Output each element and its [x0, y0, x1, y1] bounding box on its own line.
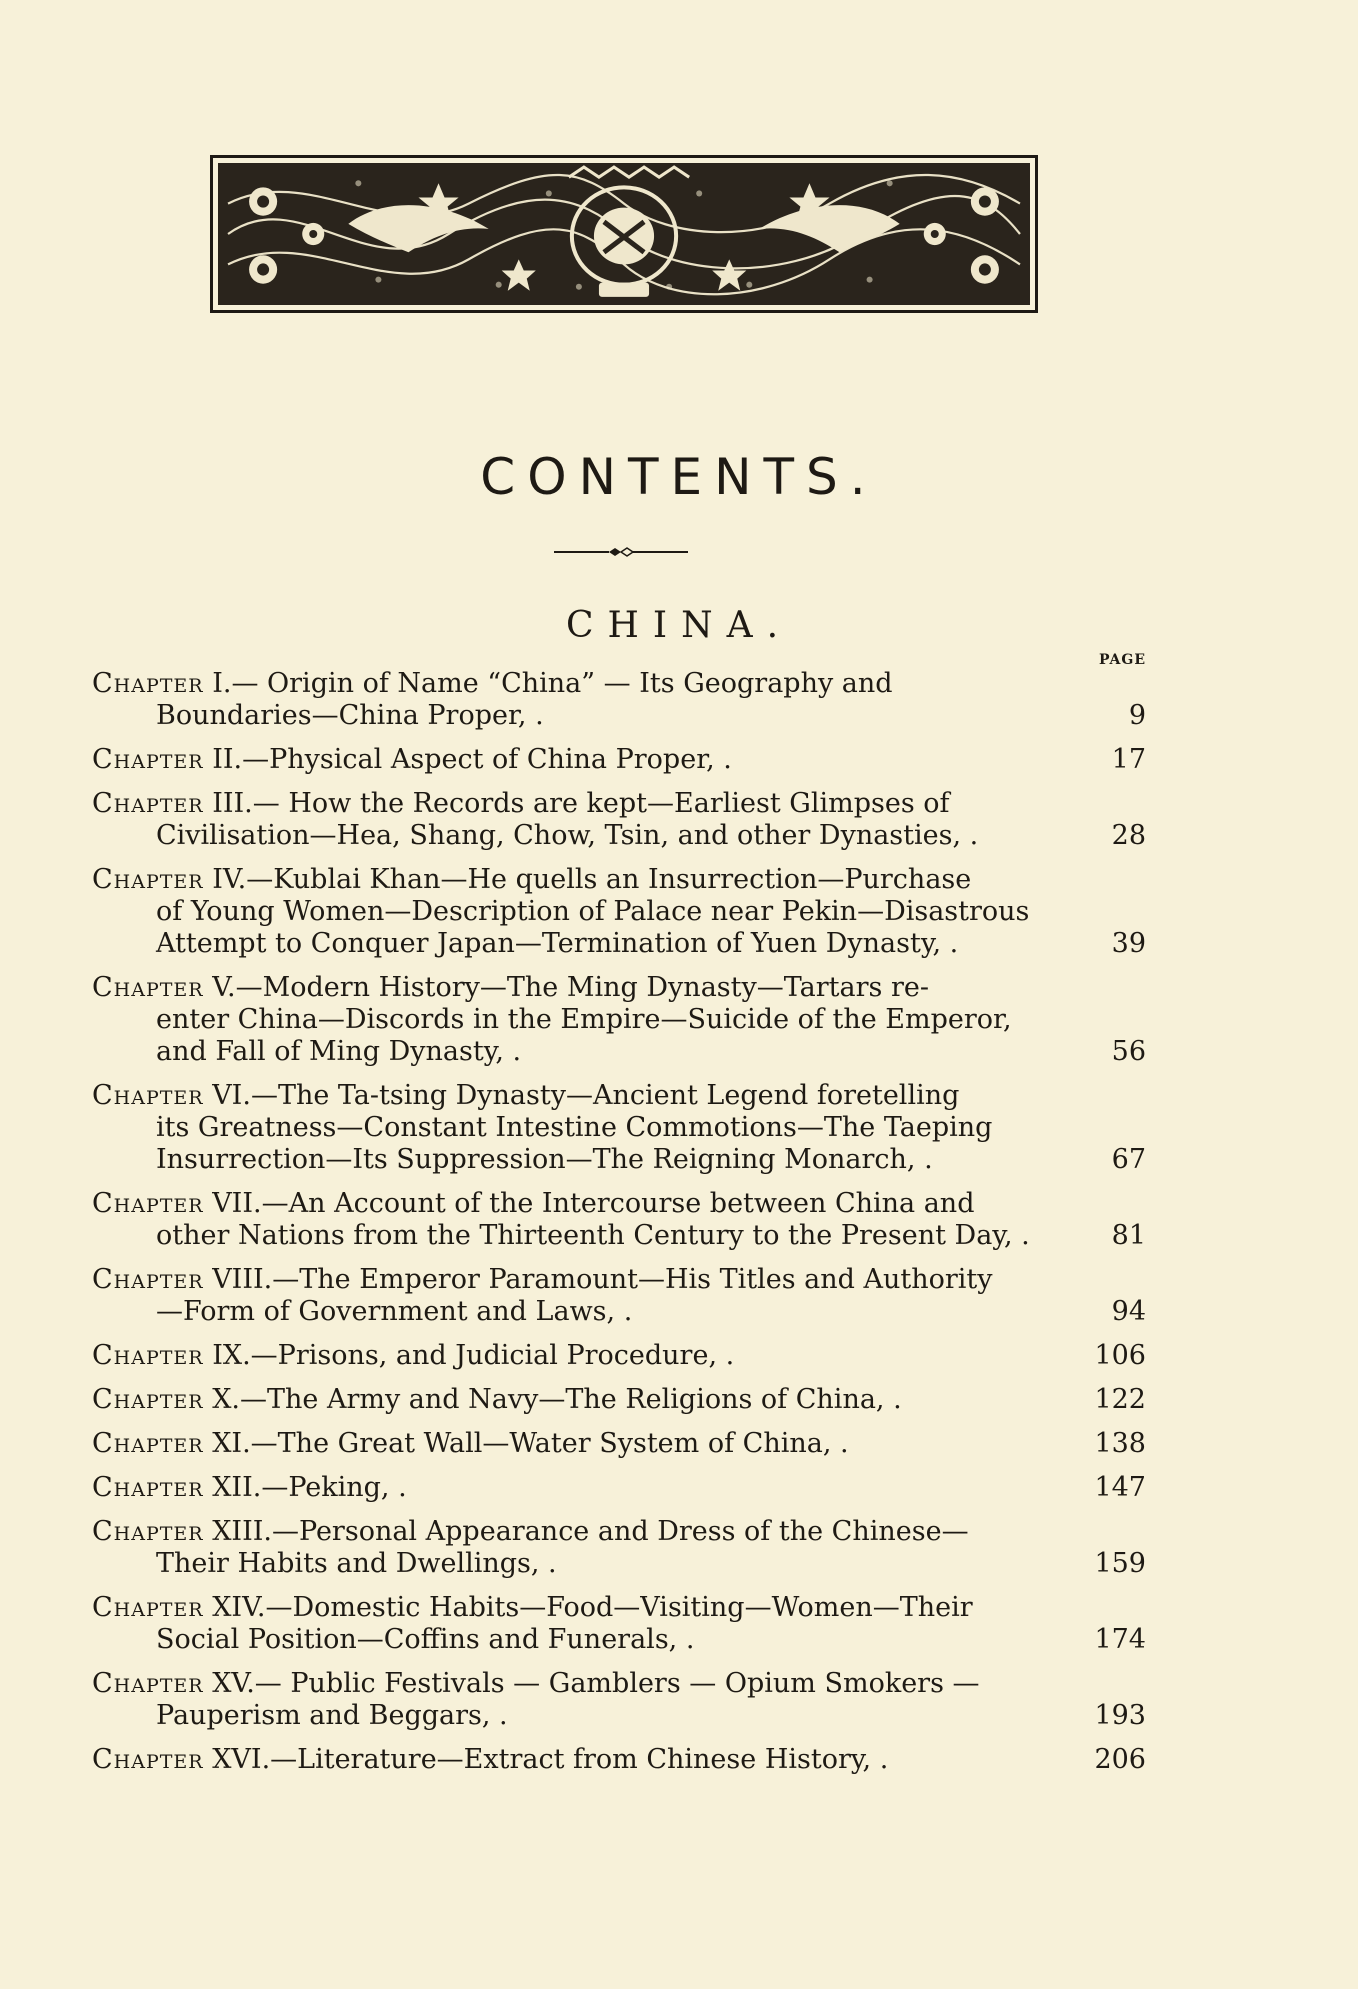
chapter-description: —The Emperor Paramount—His Titles and Authority	[272, 1264, 993, 1295]
toc-entry-line	[92, 744, 1082, 776]
page-number: 67	[1111, 1144, 1146, 1175]
page-number: 159	[1094, 1548, 1146, 1579]
dot-leader: .	[677, 1624, 695, 1655]
toc-entry-text	[92, 1744, 1082, 1776]
chapter-label: Chapter	[92, 972, 204, 1003]
page-number: 9	[1128, 700, 1146, 731]
toc-entry	[92, 1188, 1146, 1252]
toc-entry-text	[92, 1264, 1082, 1328]
page-title: CONTENTS.	[480, 448, 878, 506]
dot-leader: .	[884, 1384, 902, 1415]
dot-leader: .	[1012, 1220, 1030, 1251]
chapter-number: XI.	[212, 1428, 251, 1459]
chapter-number: VIII.	[212, 1264, 273, 1295]
toc-entry	[92, 668, 1146, 732]
dot-leader: .	[717, 1340, 735, 1371]
chapter-number: XVI.	[212, 1744, 271, 1775]
chapter-label: Chapter	[92, 864, 204, 895]
chapter-label: Chapter	[92, 1472, 204, 1503]
toc-entry-line	[92, 668, 1082, 700]
chapter-label: Chapter	[92, 1668, 204, 1699]
chapter-label: Chapter	[92, 1340, 204, 1371]
chapter-label: Chapter	[92, 788, 204, 819]
page-number: 206	[1094, 1744, 1146, 1775]
dot-leader: .	[941, 928, 959, 959]
chapter-number: IX.	[212, 1340, 251, 1371]
chapter-number: VI.	[212, 1080, 251, 1111]
chapter-description: Attempt to Conquer Japan—Termination of Yuen Dynasty,	[156, 928, 942, 959]
chapter-label: Chapter	[92, 1188, 204, 1219]
dot-leader: .	[615, 1296, 633, 1327]
headpiece-birds-flowers-icon	[218, 163, 1030, 305]
chapter-description: Civilisation—Hea, Shang, Chow, Tsin, and other Dynasties,	[156, 820, 962, 851]
toc-entry-text	[92, 1384, 1082, 1416]
page-number: 122	[1094, 1384, 1146, 1415]
toc-entry-text	[92, 788, 1082, 852]
chapter-number: III.	[212, 788, 253, 819]
dot-leader: .	[526, 700, 544, 731]
chapter-number: II.	[212, 744, 243, 775]
chapter-number: XIV.	[212, 1592, 266, 1623]
chapter-description: —Modern History—The Ming Dynasty—Tartars re-	[235, 972, 929, 1003]
toc-entry-line	[92, 928, 1082, 960]
toc-entry-line	[92, 1220, 1082, 1252]
dot-leader: .	[490, 1700, 508, 1731]
toc-entry-line	[92, 1004, 1082, 1036]
chapter-description: Social Position—Coffins and Funerals,	[156, 1624, 678, 1655]
chapter-number: VII.	[212, 1188, 262, 1219]
chapter-number: XII.	[212, 1472, 262, 1503]
page-number: 94	[1111, 1296, 1146, 1327]
toc-entry	[92, 788, 1146, 852]
chapter-description: —An Account of the Intercourse between China and	[261, 1188, 975, 1219]
chapter-number: XV.	[212, 1668, 255, 1699]
chapter-label: Chapter	[92, 1080, 204, 1111]
toc-entry-text	[92, 668, 1082, 732]
toc-entry-line	[92, 972, 1082, 1004]
page-number: 174	[1094, 1624, 1146, 1655]
dot-leader: .	[503, 1036, 522, 1067]
toc-entry-text	[92, 1472, 1082, 1504]
toc-entry	[92, 864, 1146, 960]
dot-leader: .	[714, 744, 732, 775]
toc-entry	[92, 1668, 1146, 1732]
page-number: 39	[1111, 928, 1146, 959]
toc-entry-line	[92, 1428, 1082, 1460]
toc-entry-text	[92, 1080, 1082, 1176]
toc-entry-line	[92, 1144, 1082, 1176]
toc-entry-line	[92, 1188, 1082, 1220]
chapter-description: —Form of Government and Laws,	[156, 1296, 616, 1327]
toc-entry-line	[92, 1472, 1082, 1504]
toc-entry	[92, 1516, 1146, 1580]
page-column-label: PAGE	[1099, 652, 1146, 668]
chapter-description: of Young Women—Description of Palace near Pekin—Disastrous	[156, 896, 1030, 927]
toc-entry-text	[92, 1668, 1082, 1732]
toc-entry	[92, 1428, 1146, 1460]
chapter-description: enter China—Discords in the Empire—Suicide of the Emperor,	[156, 1004, 1012, 1035]
chapter-description: —Kublai Khan—He quells an Insurrection—Purchase	[246, 864, 972, 895]
page-number: 28	[1111, 820, 1146, 851]
chapter-description: Pauperism and Beggars,	[156, 1700, 491, 1731]
toc-entry-line	[92, 864, 1082, 896]
toc-entry-line	[92, 1080, 1082, 1112]
toc-entry-line	[92, 1548, 1082, 1580]
chapter-number: I.	[212, 668, 232, 699]
chapter-description: — How the Records are kept—Earliest Glimpses of	[252, 788, 950, 819]
chapter-description: —Domestic Habits—Food—Visiting—Women—Their	[265, 1592, 973, 1623]
chapter-description: other Nations from the Thirteenth Century to the Present Day,	[156, 1220, 1013, 1251]
divider-ornament-icon	[554, 545, 688, 559]
chapter-description: —Physical Aspect of China Proper,	[242, 744, 715, 775]
toc-entry	[92, 1472, 1146, 1504]
chapter-description: —Peking,	[261, 1472, 390, 1503]
toc-entry	[92, 1592, 1146, 1656]
toc-entry-line	[92, 1624, 1082, 1656]
chapter-label: Chapter	[92, 668, 204, 699]
chapter-description: —Personal Appearance and Dress of the Chinese—	[272, 1516, 969, 1547]
chapter-description: —Literature—Extract from Chinese History,	[270, 1744, 872, 1775]
toc-entry	[92, 1080, 1146, 1176]
chapter-description: — Origin of Name “China” — Its Geography and	[231, 668, 893, 699]
page-number: 56	[1111, 1036, 1146, 1067]
toc-entry-line	[92, 1340, 1082, 1372]
toc-entry-line	[92, 1264, 1082, 1296]
chapter-label: Chapter	[92, 1744, 204, 1775]
chapter-description: Insurrection—Its Suppression—The Reigning Monarch,	[156, 1144, 916, 1175]
chapter-description: —The Army and Navy—The Religions of China,	[240, 1384, 885, 1415]
chapter-label: Chapter	[92, 1264, 204, 1295]
page-number: 193	[1094, 1700, 1146, 1731]
toc-entry-line	[92, 1036, 1082, 1068]
chapter-label: Chapter	[92, 1516, 204, 1547]
toc-entry-text	[92, 1188, 1082, 1252]
toc-entry-line	[92, 788, 1082, 820]
chapter-number: IV.	[212, 864, 247, 895]
toc-entry-text	[92, 1592, 1082, 1656]
chapter-label: Chapter	[92, 744, 204, 775]
chapter-description: — Public Festivals — Gamblers — Opium Smokers —	[254, 1668, 980, 1699]
dot-leader: .	[539, 1548, 557, 1579]
toc-entry	[92, 1384, 1146, 1416]
chapter-description: Their Habits and Dwellings,	[156, 1548, 540, 1579]
chapter-label: Chapter	[92, 1592, 204, 1623]
toc-entry	[92, 744, 1146, 776]
section-heading: CHINA.	[565, 605, 793, 646]
page-number: 106	[1094, 1340, 1146, 1371]
decorative-headpiece	[210, 155, 1038, 313]
chapter-number: XIII.	[212, 1516, 272, 1547]
chapter-label: Chapter	[92, 1428, 204, 1459]
chapter-number: V.	[212, 972, 236, 1003]
toc-entry-line	[92, 700, 1082, 732]
dot-leader: .	[871, 1744, 889, 1775]
toc-entry	[92, 972, 1146, 1068]
toc-entry-line	[92, 1744, 1082, 1776]
toc-entry-text	[92, 1340, 1082, 1372]
chapter-description: Boundaries—China Proper,	[156, 700, 527, 731]
toc-entry	[92, 1264, 1146, 1328]
toc-entry	[92, 1744, 1146, 1776]
toc-entry-line	[92, 820, 1082, 852]
chapter-description: —The Great Wall—Water System of China,	[250, 1428, 832, 1459]
chapter-description: —Prisons, and Judicial Procedure,	[250, 1340, 718, 1371]
dot-leader: .	[831, 1428, 849, 1459]
toc-entry-line	[92, 1668, 1082, 1700]
toc-entry-line	[92, 1516, 1082, 1548]
dot-leader: .	[961, 820, 979, 851]
toc-entry-line	[92, 1384, 1082, 1416]
toc-entry-text	[92, 1516, 1082, 1580]
toc-entry-line	[92, 1296, 1082, 1328]
chapter-description: its Greatness—Constant Intestine Commotions—The Taeping	[156, 1112, 993, 1143]
page-number: 81	[1111, 1220, 1146, 1251]
toc-entry-text	[92, 972, 1082, 1068]
toc-entry-line	[92, 1592, 1082, 1624]
toc-entry-line	[92, 896, 1082, 928]
toc-entry-text	[92, 1428, 1082, 1460]
page-number: 17	[1111, 744, 1146, 775]
dot-leader: .	[915, 1144, 933, 1175]
toc-entry-text	[92, 744, 1082, 776]
toc-entry-line	[92, 1112, 1082, 1144]
chapter-label: Chapter	[92, 1384, 204, 1415]
toc-entry-line	[92, 1700, 1082, 1732]
page-number: 147	[1094, 1472, 1146, 1503]
dot-leader: .	[389, 1472, 407, 1503]
toc-entry-text	[92, 864, 1082, 960]
table-of-contents	[92, 668, 1146, 1788]
toc-entry	[92, 1340, 1146, 1372]
chapter-description: and Fall of Ming Dynasty,	[156, 1036, 504, 1067]
chapter-number: X.	[212, 1384, 240, 1415]
page-number: 138	[1094, 1428, 1146, 1459]
chapter-description: —The Ta-tsing Dynasty—Ancient Legend foretelling	[250, 1080, 960, 1111]
